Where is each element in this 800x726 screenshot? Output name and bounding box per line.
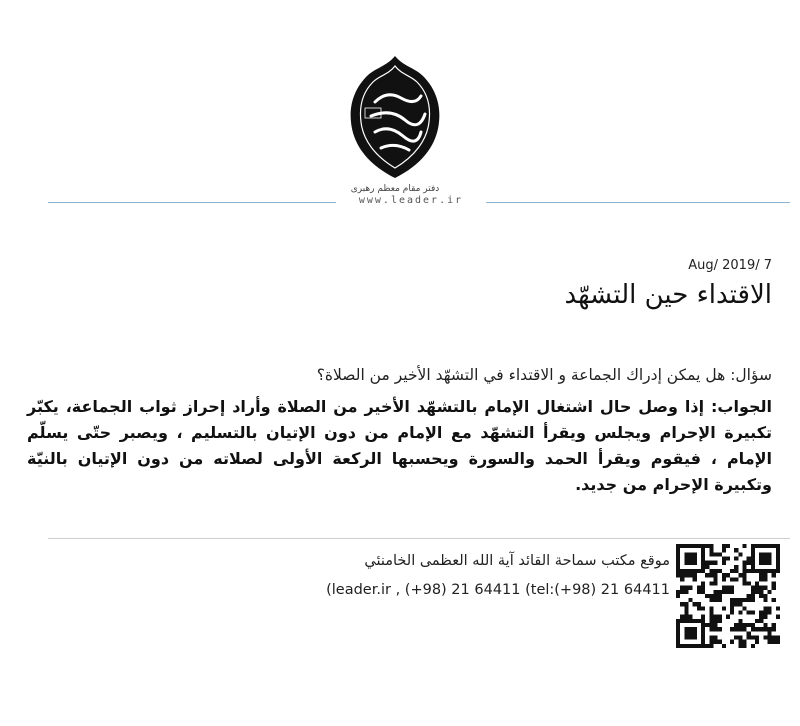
publish-date: Aug/ 2019/ 7	[688, 258, 772, 273]
calligraphy-seal-icon	[345, 52, 445, 182]
contact-info: (leader.ir , (+98) 21 64411 (tel:(+98) 21 64411	[326, 582, 670, 598]
article-title: الاقتداء حين التشهّد	[564, 280, 772, 310]
office-name: موقع مكتب سماحة القائد آية الله العظمى الخامنئي	[364, 553, 670, 569]
answer-text: الجواب: إذا وصل حال اشتغال الإمام بالتشهّد الأخير من الصلاة وأراد إحراز ثواب الجماعة، يكبّر تكبيرة الإحرام ويجلس ويقرأ التشهّد مع الإمام من دون الإتيان بالتسليم ، ويصبر حتّى يسلّم الإمام ، فيقوم ويقرأ الحمد والسورة ويحسبها الركعة الأولى لصلاته من دون الإتيان بالنيّة وتكبيرة الإحرام من جديد.	[27, 397, 772, 494]
question-text: سؤال: هل يمكن إدراك الجماعة و الاقتداء في التشهّد الأخير من الصلاة؟	[316, 366, 772, 384]
qr-code-icon	[676, 544, 780, 648]
logo-subtitle: دفتر مقام معظم رهبری	[350, 184, 440, 194]
footer-divider	[48, 538, 790, 539]
office-logo	[330, 52, 460, 202]
site-url: www.leader.ir	[336, 195, 486, 206]
